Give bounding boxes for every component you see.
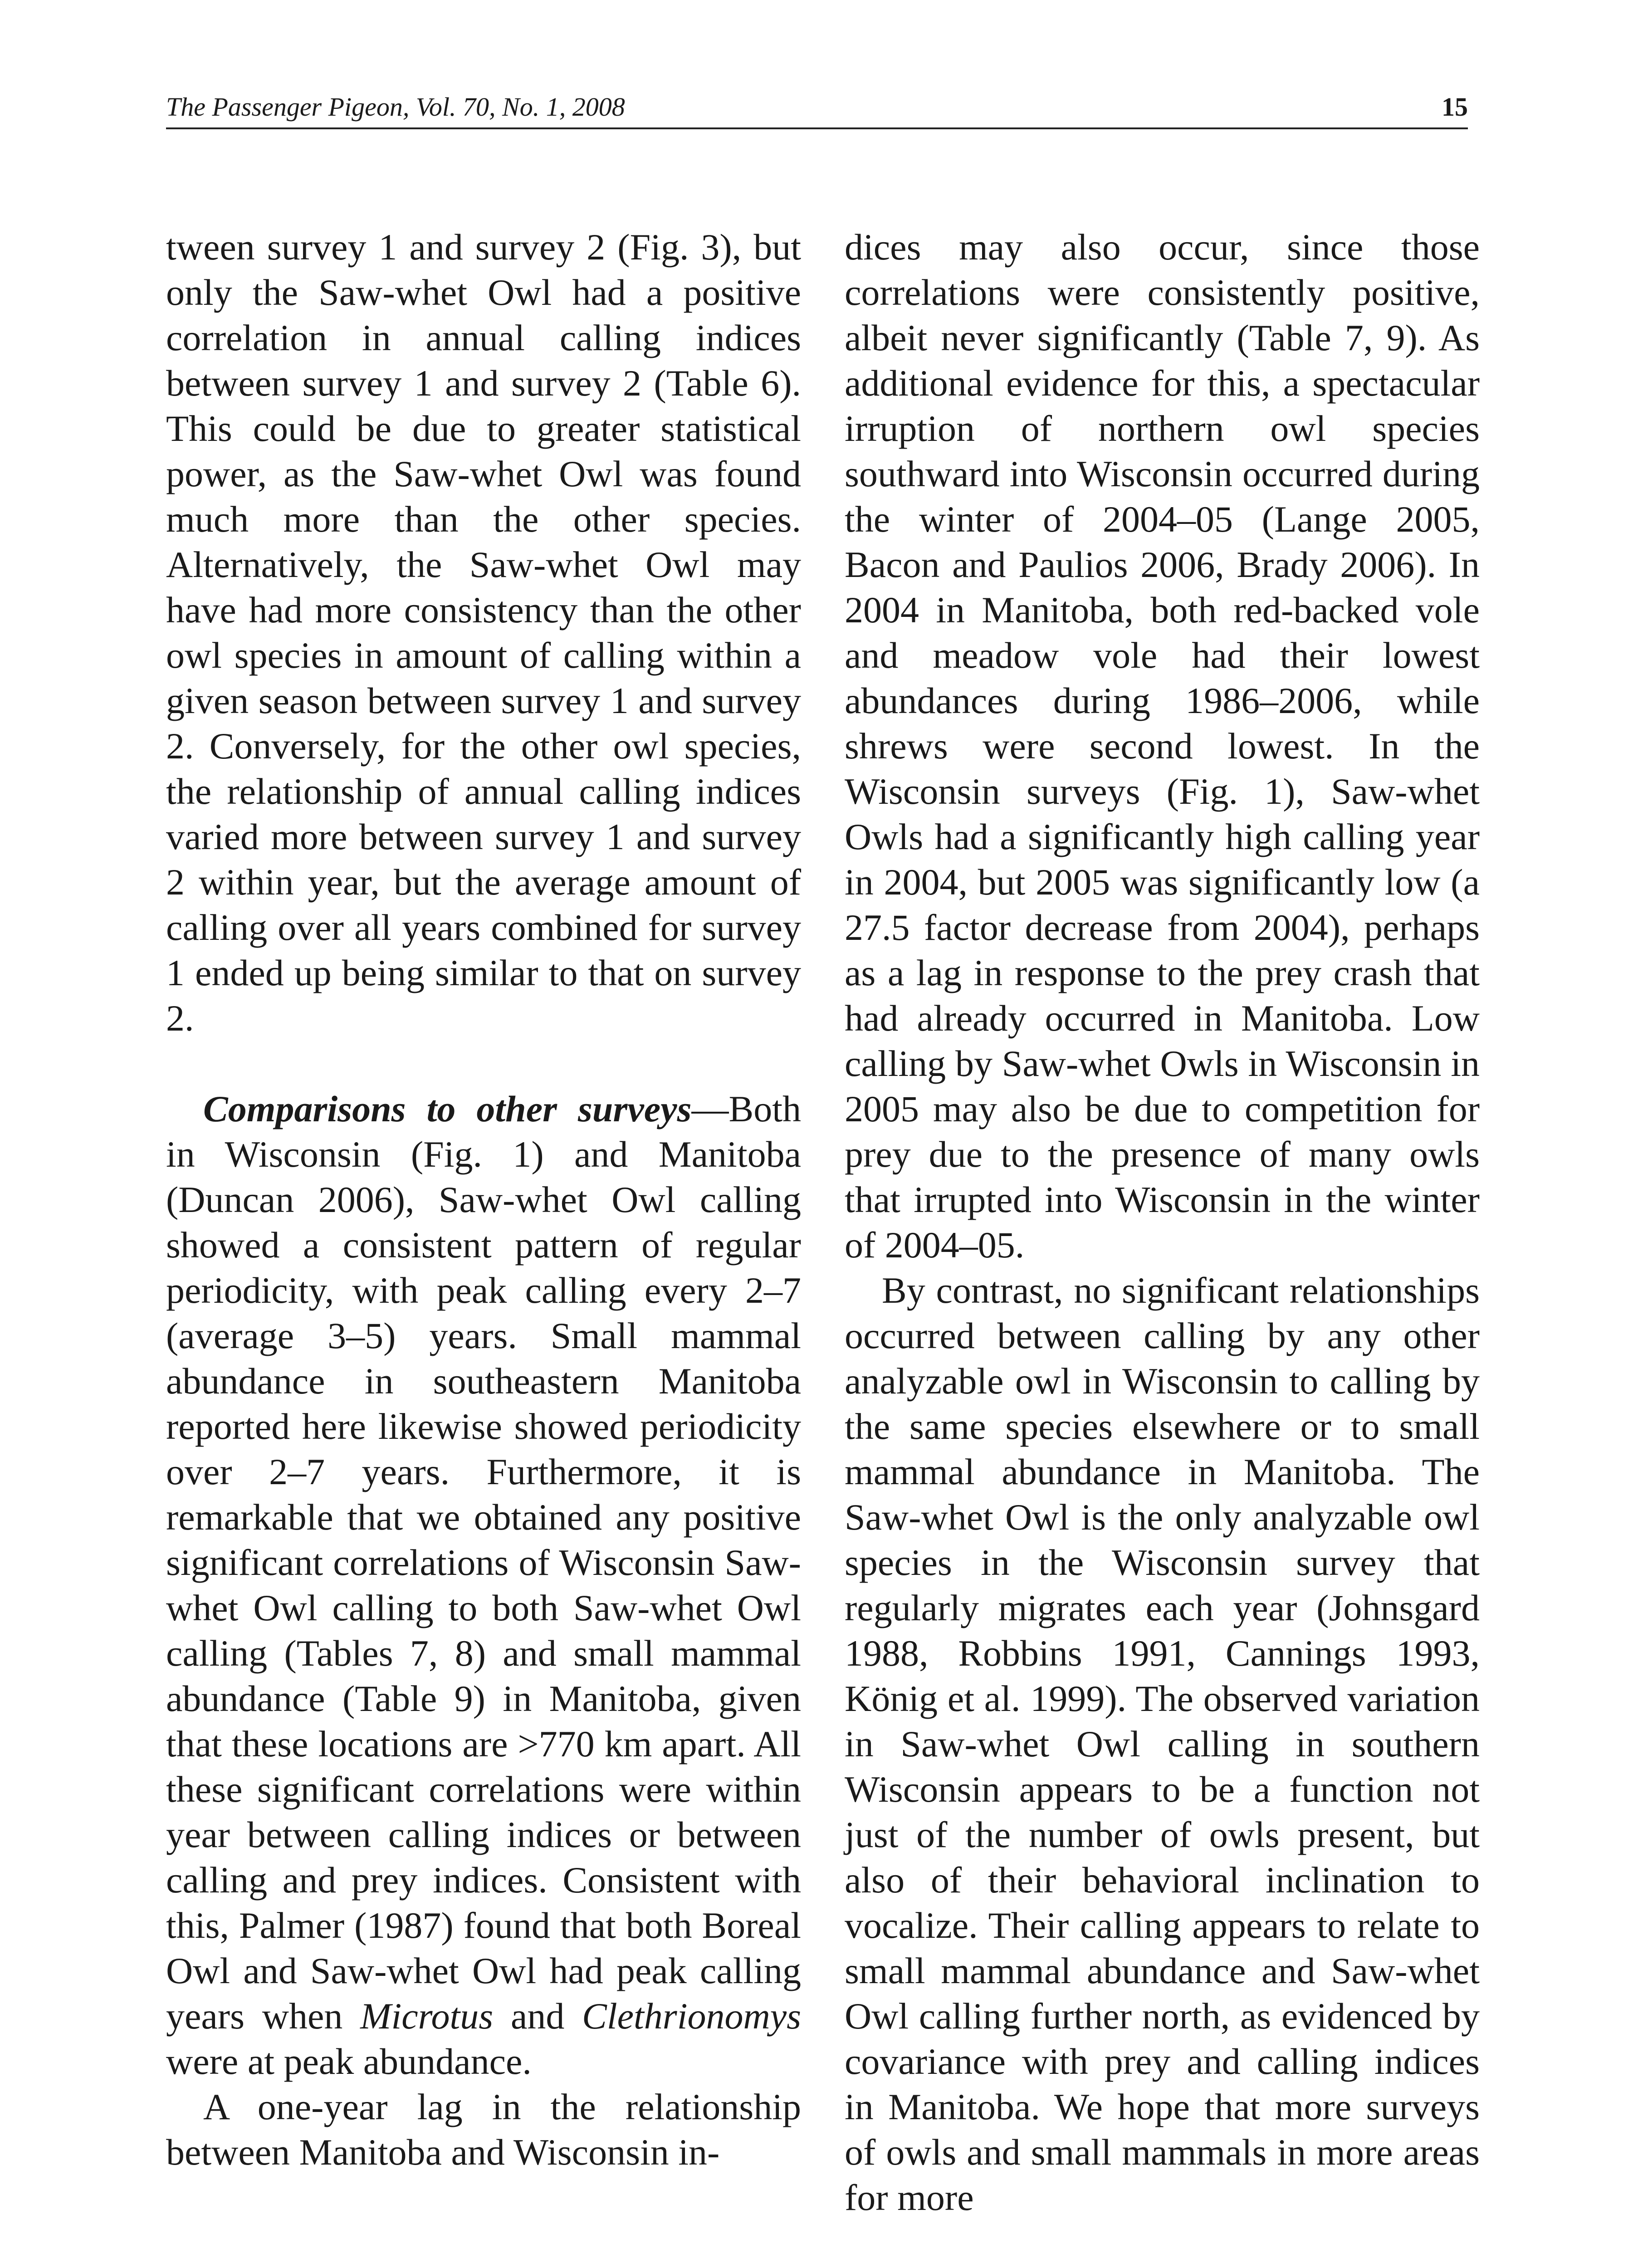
lag-paragraph-start: A one-year lag in the relationship between Manitoba and Wisconsin in- (166, 2086, 801, 2173)
continued-discussion-paragraph: tween survey 1 and survey 2 (Fig. 3), but only the Saw-whet Owl had a positive correlation in annual calling indices between survey 1 and survey 2 (Table 6). This could be due to greater statistical power, as the Saw-whet Owl was found much more than the other species. Alternatively, the Saw-whet Owl may have had more consistency than the other owl species in amount of calling within a given season between survey 1 and survey 2. Conversely, for the other owl species, the relationship of annual calling indices varied more between survey 1 and survey 2 within year, but the average amount of calling over all years combined for survey 1 ended up being similar to that on survey 2. (166, 226, 801, 1039)
page-number: 15 (1442, 92, 1468, 122)
contrast-paragraph: By contrast, no significant relationships occurred between calling by any other analyzable owl in Wisconsin to calling by the same species elsewhere or to small mammal abundance in Manitoba. The Saw-whet Owl is the only analyzable owl species in the Wisconsin survey that regularly migrates each year (Johnsgard 1988, Robbins 1991, Cannings 1993, König et al. 1999). The observed variation in Saw-whet Owl calling in southern Wisconsin appears to be a function not just of the number of owls present, but also of their behavioral inclination to vocalize. Their calling appears to relate to small mammal abundance and Saw-whet Owl calling further north, as evidenced by covariance with prey and calling indices in Manitoba. We hope that more surveys of owls and small mammals in more areas for more (845, 1270, 1480, 2218)
right-text-column (845, 225, 1480, 2220)
comparisons-paragraph-text: —Both in Wisconsin (Fig. 1) and Manitoba (Duncan 2006), Saw-whet Owl calling showed a consistent pattern of regular periodicity, with peak calling every 2–7 (average 3–5) years. Small mammal abundance in southeastern Manitoba reported here likewise showed periodicity over 2–7 years. Furthermore, it is remarkable that we obtained any positive significant correlations of Wisconsin Saw-whet Owl calling to both Saw-whet Owl calling (Tables 7, 8) and small mammal abundance (Table 9) in Manitoba, given that these locations are >770 km apart. All these significant correlations were within year between calling indices or between calling and prey indices. Consistent with this, Palmer (1987) found that both Boreal Owl and Saw-whet Owl had peak calling years when (166, 1088, 801, 2037)
lag-paragraph-continued: dices may also occur, since those correlations were consistently positive, albeit never significantly (Table 7, 9). As additional evidence for this, a spectacular irruption of northern owl species southward into Wisconsin occurred during the winter of 2004–05 (Lange 2005, Bacon and Paulios 2006, Brady 2006). In 2004 in Manitoba, both red-backed vole and meadow vole had their lowest abundances during 1986–2006, while shrews were second lowest. In the Wisconsin surveys (Fig. 1), Saw-whet Owls had a significantly high calling year in 2004, but 2005 was significantly low (a 27.5 factor decrease from 2004), perhaps as a lag in response to the prey crash that had already occurred in Manitoba. Low calling by Saw-whet Owls in Wisconsin in 2005 may also be due to competition for prey due to the presence of many owls that irrupted into Wisconsin in the winter of 2004–05. (845, 226, 1480, 1266)
comparisons-paragraph-end: were at peak abundance. (166, 2041, 532, 2082)
paragraph-conjunction: and (493, 1995, 582, 2037)
running-header (166, 86, 1468, 129)
section-heading: Comparisons to other surveys (203, 1088, 692, 1129)
journal-citation: The Passenger Pigeon, Vol. 70, No. 1, 2008 (166, 92, 625, 122)
taxon-name-microtus: Microtus (360, 1995, 494, 2037)
taxon-name-clethrionomys: Clethrionomys (582, 1995, 801, 2037)
comparisons-paragraph (166, 1086, 801, 2084)
left-text-column (166, 225, 801, 2175)
